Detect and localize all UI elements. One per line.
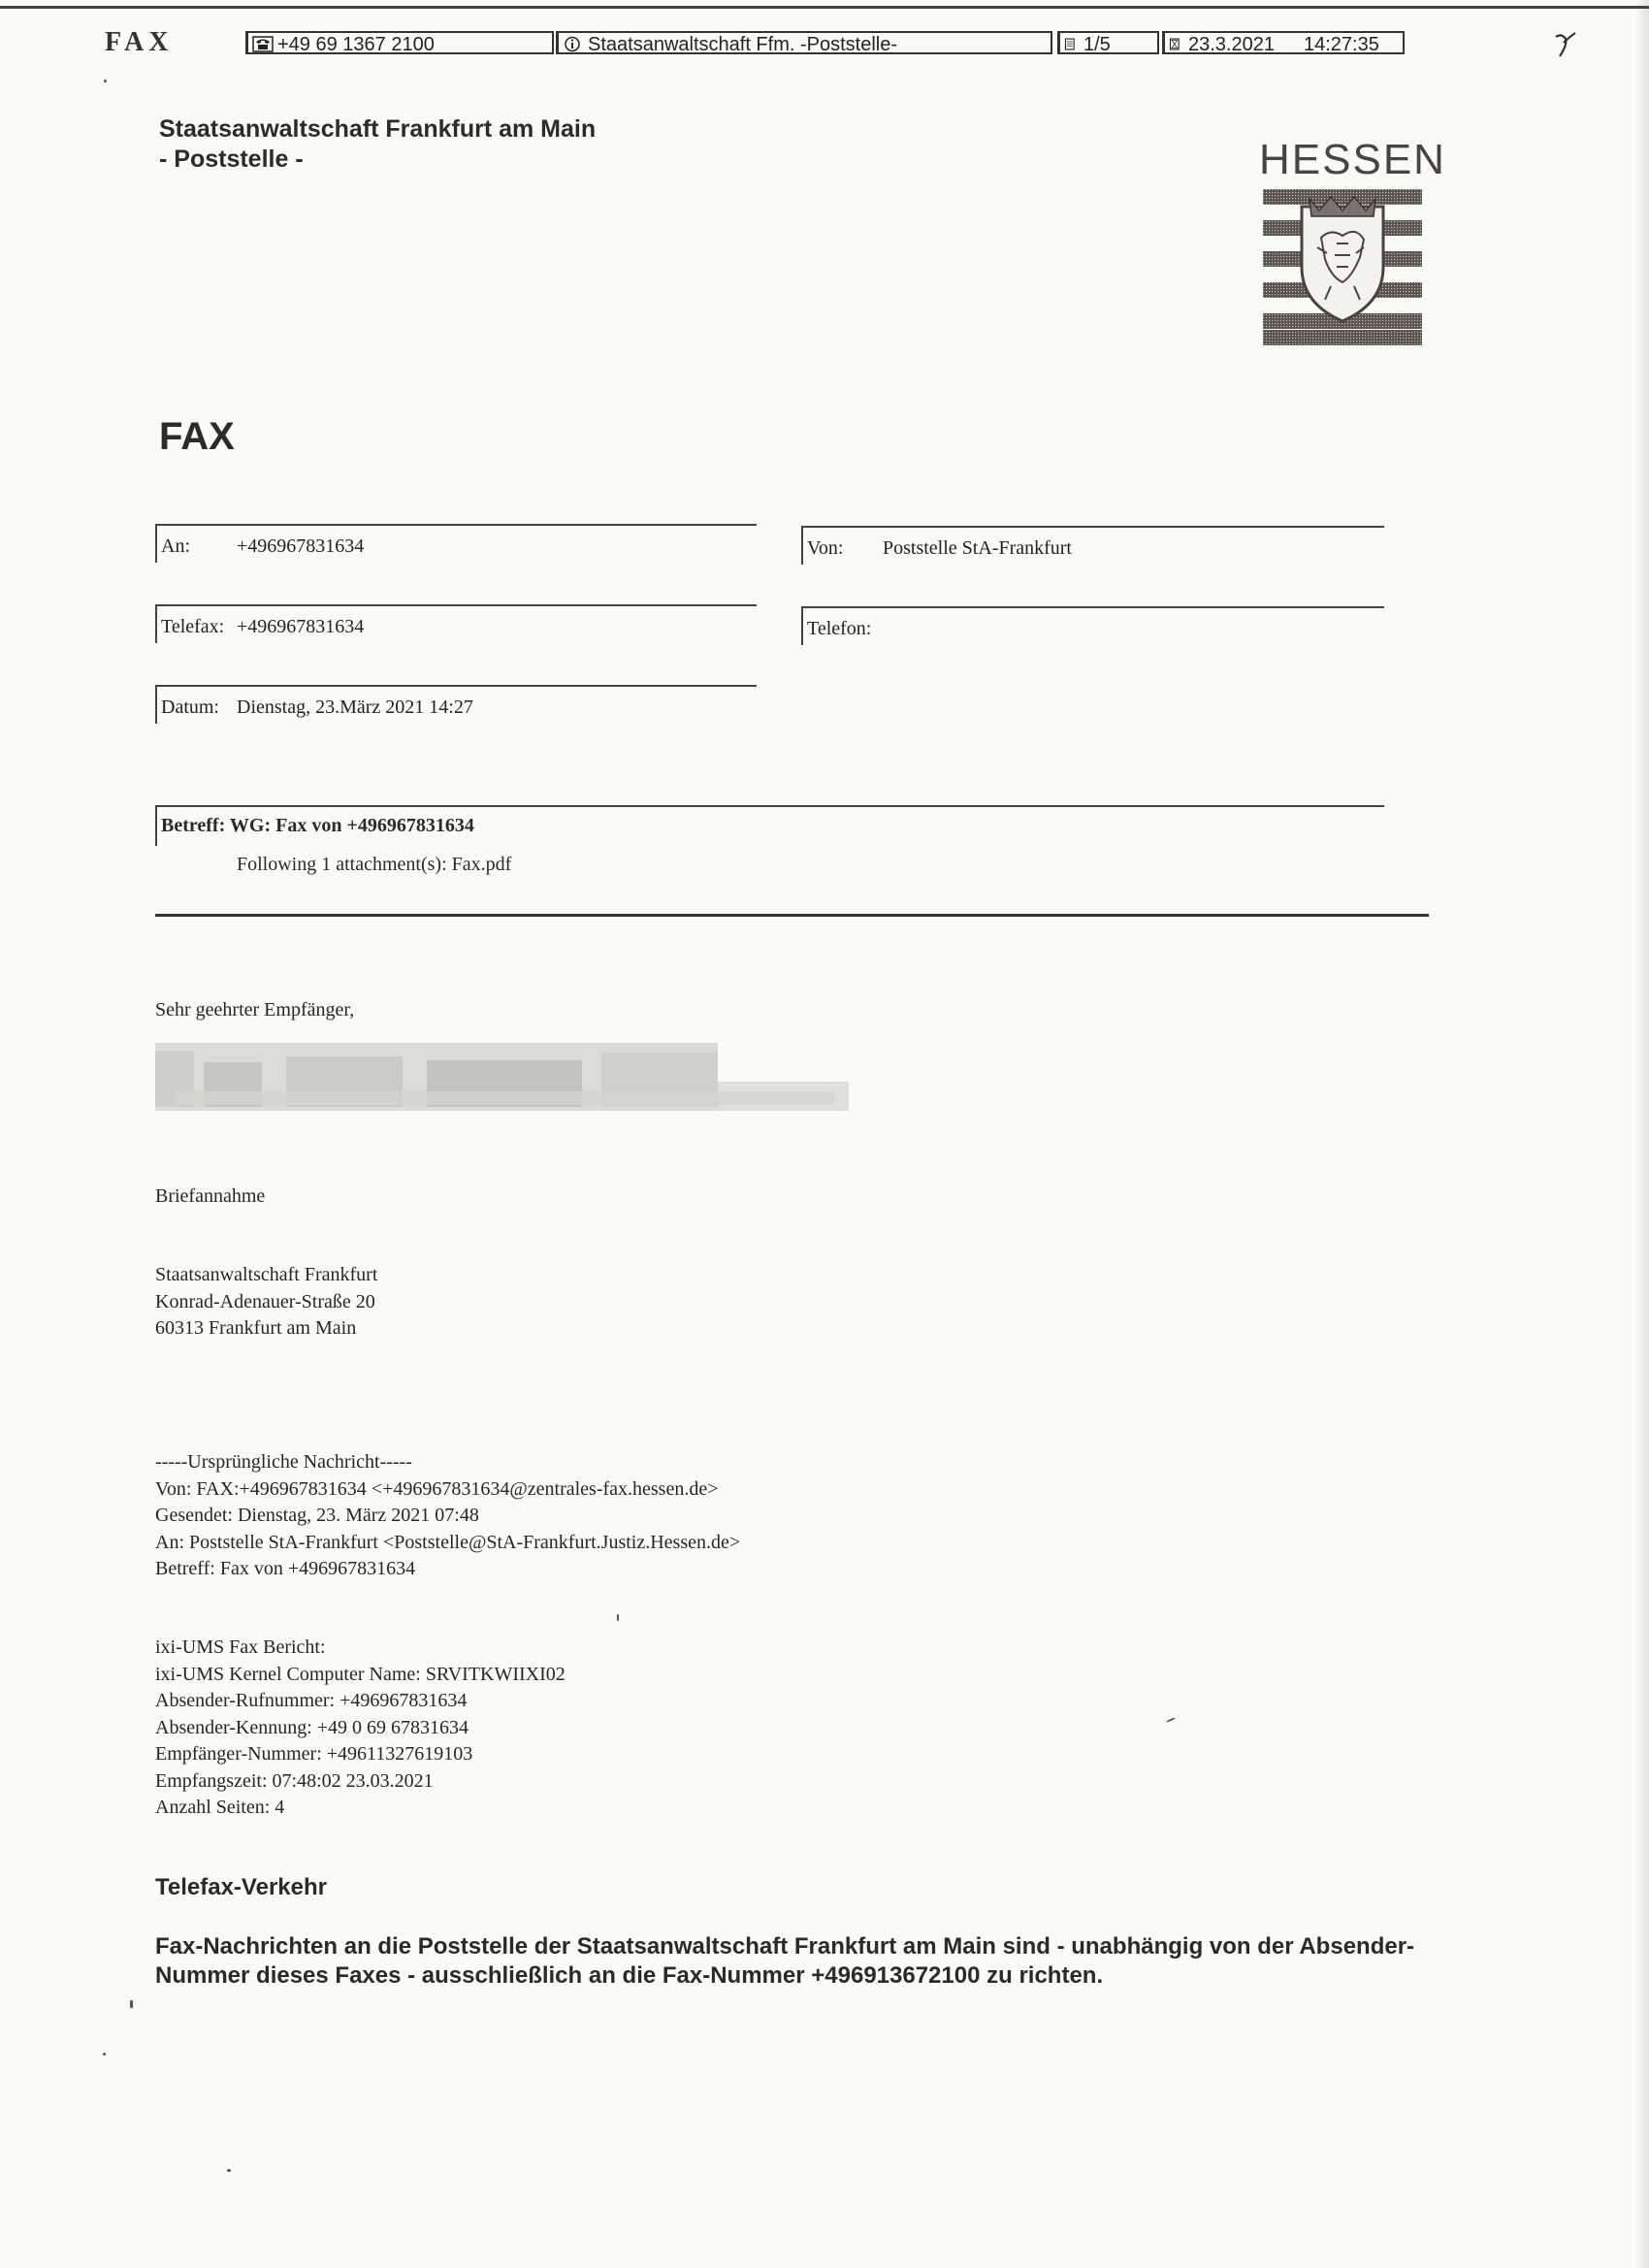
notice-heading: Telefax-Verkehr xyxy=(155,1874,327,1900)
handwritten-mark-icon xyxy=(1550,29,1579,62)
greeting: Sehr geehrter Empfänger, xyxy=(155,999,355,1021)
field-an-label: An: xyxy=(161,535,190,557)
redacted-block xyxy=(155,1043,849,1111)
field-an-value: +496967831634 xyxy=(237,535,365,557)
fax-header-time: 14:27:35 xyxy=(1303,34,1379,54)
page-icon xyxy=(1064,36,1080,52)
fax-header-sender xyxy=(556,31,1052,54)
fax-header-label: FAX xyxy=(105,27,174,57)
scan-speck xyxy=(103,2053,106,2056)
fax-header-phone-text: +49 69 1367 2100 xyxy=(277,34,435,54)
original-message-line: An: Poststelle StA-Frankfurt <Poststelle@StA-Frankfurt.Justiz.Hessen.de> xyxy=(155,1531,741,1553)
address-line: 60313 Frankfurt am Main xyxy=(155,1317,357,1339)
field-telefax-label: Telefax: xyxy=(161,616,225,637)
scan-speck xyxy=(227,2169,231,2172)
report-line: Absender-Rufnummer: +496967831634 xyxy=(155,1690,468,1711)
sender-name-line2: - Poststelle - xyxy=(159,146,304,173)
hessen-coat-of-arms-icon xyxy=(1263,189,1422,346)
fax-header-phone xyxy=(245,31,554,54)
fax-header-datetime xyxy=(1162,31,1405,54)
hessen-logo-text: HESSEN xyxy=(1259,136,1446,183)
fax-header-pages xyxy=(1057,31,1159,54)
fax-top-rule xyxy=(0,6,1649,9)
report-line: ixi-UMS Fax Bericht: xyxy=(155,1636,326,1658)
original-message-line: Gesendet: Dienstag, 23. März 2021 07:48 xyxy=(155,1505,479,1526)
original-message-line: -----Ursprüngliche Nachricht----- xyxy=(155,1451,412,1473)
attachment-text: Following 1 attachment(s): Fax.pdf xyxy=(237,854,512,875)
original-message-block xyxy=(155,1449,740,1583)
hourglass-icon xyxy=(1169,36,1184,52)
scan-speck xyxy=(104,80,107,82)
field-datum-label: Datum: xyxy=(161,697,219,718)
report-line: Empfänger-Nummer: +49611327619103 xyxy=(155,1743,473,1765)
address-block xyxy=(155,1262,377,1343)
scan-speck xyxy=(130,2000,133,2008)
original-message-line: Von: FAX:+496967831634 <+496967831634@zentrales-fax.hessen.de> xyxy=(155,1477,719,1500)
betreff-text: Betreff: WG: Fax von +496967831634 xyxy=(161,815,474,836)
report-line: ixi-UMS Kernel Computer Name: SRVITKWIIXI02 xyxy=(155,1663,566,1685)
sender-block xyxy=(159,114,596,175)
scan-edge-shadow xyxy=(1635,0,1649,2268)
field-von-value: Poststelle StA-Frankfurt xyxy=(883,537,1072,559)
report-line: Absender-Kennung: +49 0 69 67831634 xyxy=(155,1716,469,1738)
sender-name-line1: Staatsanwaltschaft Frankfurt am Main xyxy=(159,115,597,143)
fax-header-pages-text: 1/5 xyxy=(1083,34,1111,54)
address-line: Staatsanwaltschaft Frankfurt xyxy=(155,1264,378,1285)
fax-report-block xyxy=(155,1635,566,1822)
fax-title: FAX xyxy=(159,415,235,458)
original-message-line: Betreff: Fax von +496967831634 xyxy=(155,1558,416,1579)
field-telefon-label: Telefon: xyxy=(807,618,872,639)
info-icon xyxy=(563,36,584,52)
header-divider xyxy=(155,914,1429,917)
field-telefon xyxy=(801,606,1384,645)
fax-header-sender-text: Staatsanwaltschaft Ffm. -Poststelle- xyxy=(588,34,898,54)
telephone-icon xyxy=(252,36,274,52)
report-line: Anzahl Seiten: 4 xyxy=(155,1797,285,1818)
field-von-label: Von: xyxy=(807,537,844,559)
notice-text: Fax-Nachrichten an die Poststelle der Staatsanwaltschaft Frankfurt am Main sind - unabhängig von der Absender-Nummer dieses Faxes - ausschließlich an die Fax-Nummer +496913672100 zu richten. xyxy=(155,1933,1415,1989)
report-line: Empfangszeit: 07:48:02 23.03.2021 xyxy=(155,1769,434,1792)
fax-header-date: 23.3.2021 xyxy=(1188,34,1275,54)
scan-speck xyxy=(1166,1717,1176,1723)
address-line: Konrad-Adenauer-Straße 20 xyxy=(155,1290,375,1312)
briefannahme: Briefannahme xyxy=(155,1185,266,1207)
field-datum-value: Dienstag, 23.März 2021 14:27 xyxy=(237,697,473,718)
field-telefax-value: +496967831634 xyxy=(237,616,365,637)
scan-speck xyxy=(617,1614,619,1621)
